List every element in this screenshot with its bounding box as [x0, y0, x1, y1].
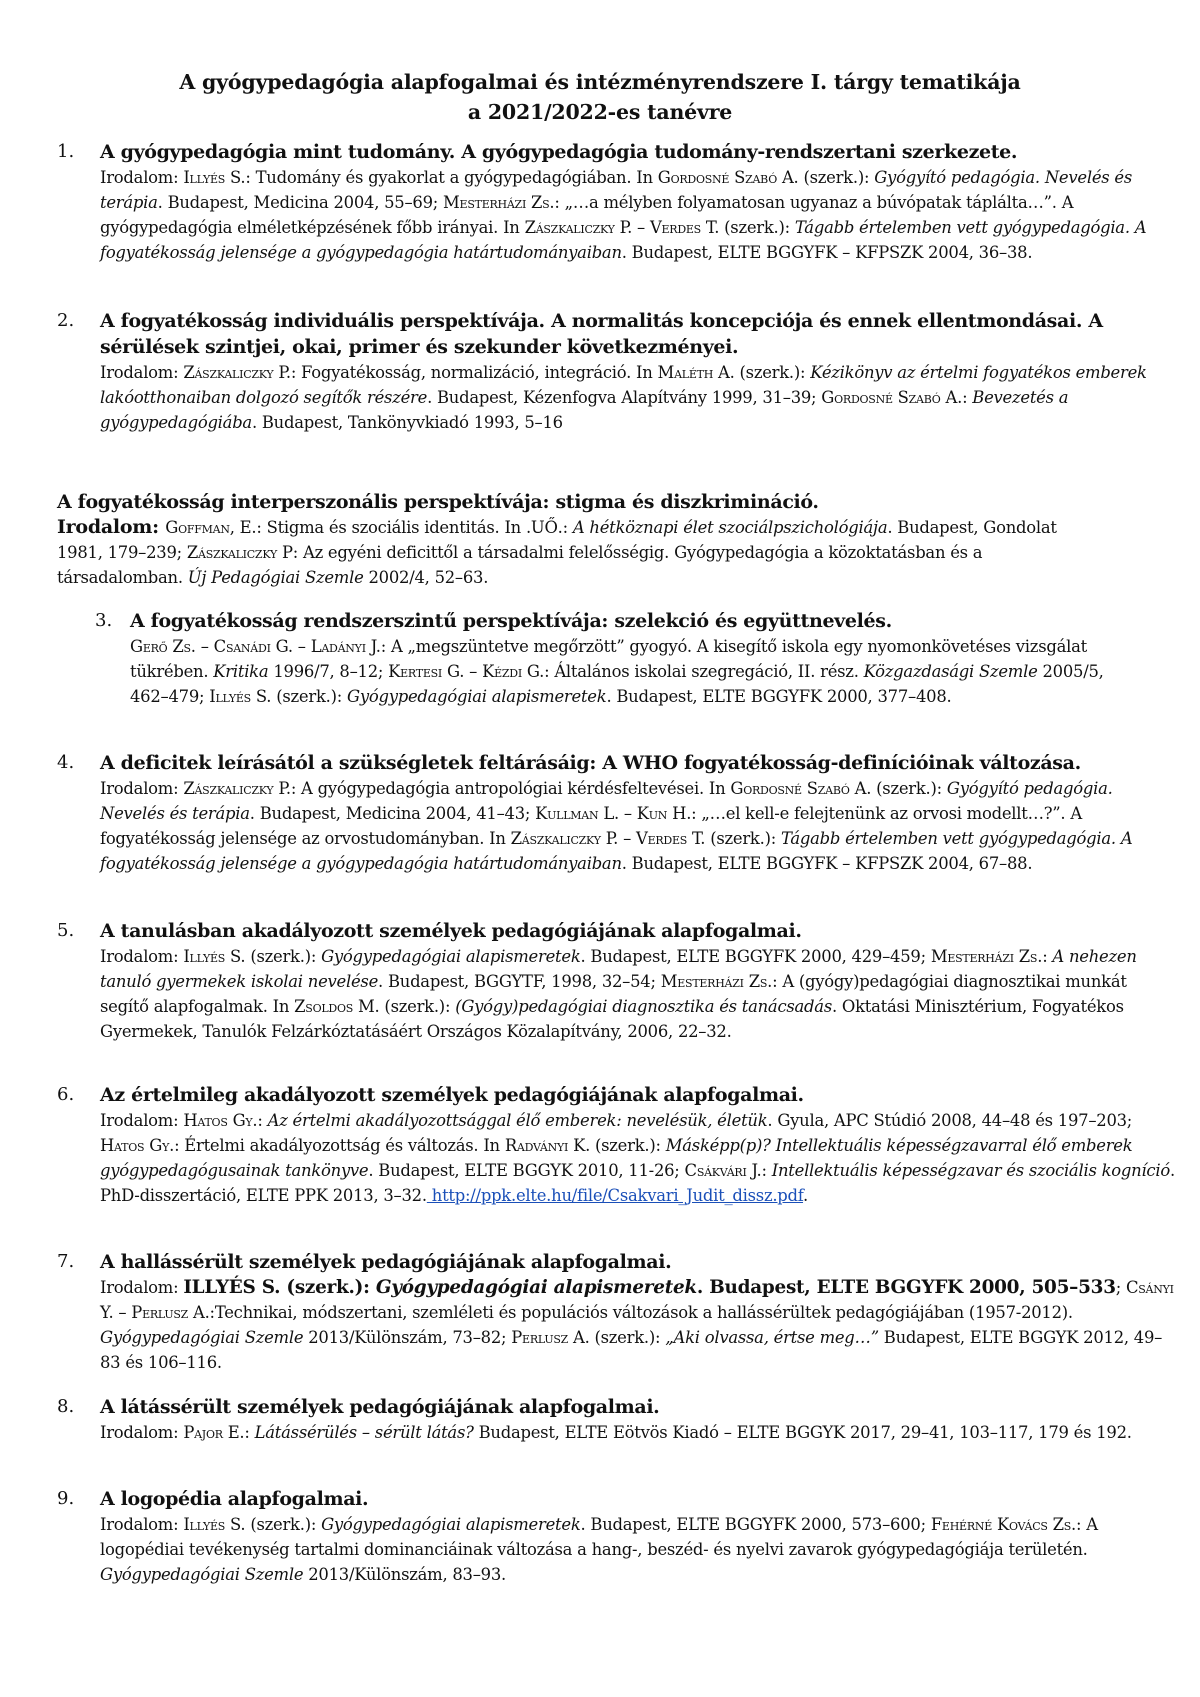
item-number: 3.: [95, 610, 113, 631]
ref-text: : A logopédiai tevékenység tartalmi dominanciáinak változása a hang-, beszéd- és nyelvi zavarok gyógypedagógiája területén.: [100, 1515, 1098, 1559]
item-number: 1.: [57, 141, 75, 162]
ref-author: Zászkaliczky P: [186, 543, 293, 562]
ref-text: . Budapest, ELTE BGGYFK – KFPSZK 2004, 36–38.: [621, 243, 1033, 262]
ref-title: Gyógyító pedagógia. Nevelés és terápia: [100, 168, 1133, 212]
topic-heading: A fogyatékosság rendszerszintű perspektívája: szelekció és együttnevelés.: [130, 610, 892, 632]
topic-heading: A fogyatékosság individuális perspektívája. A normalitás koncepciója és ennek ellentmondásai. A sérülések szintjei, okai, primer és szekunder következményei.: [100, 310, 1103, 358]
ref-title: Az értelmi akadályozottsággal élő emberek: nevelésük, életük: [267, 1111, 768, 1130]
document-title-line-2: a 2021/2022-es tanévre: [467, 100, 733, 124]
ref-title: Gyógypedagógiai alapismeretek: [347, 687, 607, 706]
ref-title: Másképp(p)? Intellektuális képességzavarral élő emberek gyógypedagógusainak tankönyve: [100, 1136, 1133, 1180]
ref-author: Gordosné Szabó A.: [657, 168, 799, 187]
ref-title: Gyógypedagógiai Szemle: [100, 1565, 304, 1584]
ref-author: Verdes T.: [636, 829, 706, 848]
ref-author: Gordosné Szabó A.: [730, 779, 872, 798]
ref-text: :: [761, 1161, 772, 1180]
ref-title: A hétköznapi élet szociálpszichológiája: [572, 518, 888, 537]
ref-text: . Oktatási Minisztérium, Fogyatékos Gyermekek, Tanulók Felzárkóztatásáért Országos Közalapítvány, 2006, 22–32.: [100, 997, 1124, 1041]
ref-author: Csanádi G.: [213, 637, 293, 656]
ref-text: : Általános iskolai szegregáció, II. rész.: [544, 662, 864, 681]
topic-heading: Az értelmileg akadályozott személyek pedagógiájának alapfogalmai.: [100, 1084, 804, 1106]
ref-text: : A (gyógy)pedagógiai diagnosztikai munkát segítő alapfogalmak. In: [100, 972, 1127, 1016]
item-number: 8.: [57, 1396, 75, 1417]
ref-text: :: [257, 1111, 268, 1130]
ref-text: 2002/4, 52–63.: [363, 568, 489, 587]
topic-item-1: [57, 139, 1180, 265]
ref-author: Perlusz A.: [131, 1303, 210, 1322]
ref-title: Gyógypedagógiai alapismeretek: [321, 1515, 581, 1534]
reference-list: [57, 515, 1067, 590]
topic-heading: A deficitek leírásától a szükségletek feltárásáig: A WHO fogyatékosság-definícióinak változása.: [100, 752, 1081, 774]
ref-text: Budapest, ELTE Eötvös Kiadó – ELTE BGGYK 2017, 29–41, 103–117, 179 és 192.: [473, 1423, 1132, 1442]
ref-title: Új Pedagógiai Szemle: [187, 568, 364, 587]
topic-heading: A látássérült személyek pedagógiájának alapfogalmai.: [100, 1396, 660, 1418]
ref-author: Mesterházi Zs.: [443, 193, 555, 212]
item-number: 9.: [57, 1488, 75, 1509]
ref-text: : Stigma és szociális identitás. In .UŐ.:: [256, 518, 573, 537]
ref-text: (szerk.):: [379, 997, 456, 1016]
ref-text: Irodalom:: [100, 1423, 184, 1442]
ref-text: 2005/5, 462–479;: [130, 662, 1104, 706]
ref-title: Közgazdasági Szemle: [863, 662, 1038, 681]
ref-title: Gyógypedagógiai alapismeretek: [321, 947, 581, 966]
topic-item-3: [95, 608, 1130, 709]
ref-author: Illyés S.: [183, 168, 246, 187]
item-number: 4.: [57, 752, 75, 773]
item-number: 6.: [57, 1084, 75, 1105]
ref-author: Fehérné Kovács Zs.: [930, 1515, 1076, 1534]
topic-item-5: [57, 918, 1180, 1044]
ref-text: 2013/Különszám, 83–93.: [303, 1565, 506, 1584]
ref-link[interactable]: http://ppk.elte.hu/file/Csakvari_Judit_dissz.pdf: [426, 1186, 804, 1205]
item-number: 2.: [57, 310, 75, 331]
reference-list: [130, 634, 1130, 709]
ref-author: Zászkaliczky P.: [183, 779, 291, 798]
ref-text: : „…el kell-e felejtenünk az orvosi modellt…?”. A fogyatékosság jelensége az orvostudományban. In: [100, 804, 1082, 848]
ref-text: –: [113, 1303, 132, 1322]
ref-author: Gerő Zs.: [130, 637, 196, 656]
ref-author: Illyés S.: [183, 947, 246, 966]
topic-item-6: [57, 1082, 1180, 1208]
ref-author: Ladányi J.: [310, 637, 381, 656]
ref-text: Irodalom:: [100, 1515, 184, 1534]
ref-text: (szerk.):: [871, 779, 947, 798]
reference-list: [100, 1420, 1180, 1445]
reference-list: [100, 1108, 1180, 1208]
ref-title: Bevezetés a gyógypedagógiába: [100, 388, 1069, 432]
ref-text: Irodalom:: [100, 779, 184, 798]
ref-title: Gyógyító pedagógia. Nevelés és terápia: [100, 779, 1113, 823]
ref-text: Irodalom:: [100, 363, 184, 382]
ref-text: 2013/Különszám, 73–82;: [303, 1328, 512, 1347]
ref-author: Zászkaliczky P.: [524, 218, 633, 237]
ref-text: 1996/7, 8–12;: [268, 662, 389, 681]
ref-bold-text: ILLYÉS S. (szerk.):: [183, 1277, 376, 1298]
ref-text: –: [632, 218, 650, 237]
ref-title: A nehezen tanuló gyermekek iskolai nevelése: [100, 947, 1137, 991]
topic-item-interpersonal: [57, 489, 1067, 590]
ref-author: Kullman L.: [535, 804, 619, 823]
ref-title: Gyógypedagógiai alapismeretek: [375, 1277, 697, 1298]
topic-item-2: [57, 308, 1180, 435]
ref-author: Hatos Gy.: [183, 1111, 258, 1130]
ref-text: (szerk.):: [734, 363, 811, 382]
reference-list: [100, 1275, 1180, 1375]
item-number: 7.: [57, 1251, 75, 1272]
ref-author: Pajor E.: [183, 1423, 245, 1442]
topic-item-4: [57, 750, 1180, 876]
ref-author: Goffman, E.: [165, 518, 257, 537]
ref-author: Zsoldos M.: [294, 997, 380, 1016]
ref-bold-text: . Budapest, ELTE BGGYFK 2000, 505–533: [696, 1277, 1116, 1298]
ref-text: :: [1042, 947, 1053, 966]
ref-title: „Aki olvassa, értse meg…”: [665, 1328, 879, 1347]
ref-author: Mesterházi Zs.: [660, 972, 773, 991]
ref-author: Maléth A.: [657, 363, 735, 382]
ref-text: Irodalom:: [100, 1278, 184, 1297]
ref-text: . Gyula, APC Stúdió 2008, 44–48 és 197–203;: [767, 1111, 1133, 1130]
topic-heading: A hallássérült személyek pedagógiájának alapfogalmai.: [100, 1251, 672, 1273]
ref-text: :Technikai, módszertani, szemléleti és populációs változások a hallássérültek pedagógiájában (1957-2012).: [209, 1303, 1073, 1322]
ref-text: : A „megszüntetve megőrzött” gyogyó. A kisegítő iskola egy nyomonkövetéses vizsgálat tükrében.: [130, 637, 1087, 681]
ref-title: Látássérülés – sérült látás?: [254, 1423, 474, 1442]
ref-title: Intellektuális képességzavar és szociális kogníció: [771, 1161, 1170, 1180]
ref-author: Gordosné Szabó A.: [821, 388, 963, 407]
topic-heading: A tanulásban akadályozott személyek pedagógiájának alapfogalmai.: [100, 920, 802, 942]
ref-text: . Budapest, ELTE BGGYFK 2000, 573–600;: [580, 1515, 931, 1534]
ref-bold-text: Irodalom:: [57, 516, 166, 538]
ref-title: (Gyógy)pedagógiai diagnosztika és tanácsadás: [455, 997, 832, 1016]
ref-text: : Az egyéni deficittől a társadalmi felelősségig. Gyógypedagógia a közoktatásban és a társadalomban.: [57, 543, 983, 587]
item-number: 5.: [57, 920, 75, 941]
ref-author: Kézdi G.: [482, 662, 545, 681]
ref-author: Radványi K.: [504, 1136, 591, 1155]
reference-list: [100, 165, 1180, 265]
ref-text: (szerk.):: [705, 829, 781, 848]
ref-text: –: [292, 637, 311, 656]
reference-list: [100, 360, 1180, 435]
reference-list: [100, 776, 1180, 876]
ref-text: : Tudomány és gyakorlat a gyógypedagógiában. In: [245, 168, 658, 187]
topic-item-9: [57, 1486, 1180, 1587]
ref-text: –: [618, 829, 636, 848]
ref-author: Mesterházi Zs.: [930, 947, 1043, 966]
reference-list: [100, 1512, 1180, 1587]
ref-text: :: [244, 1423, 255, 1442]
ref-text: (szerk.):: [245, 1515, 322, 1534]
topic-heading: A gyógypedagógia mint tudomány. A gyógypedagógia tudomány-rendszertani szerkezete.: [100, 141, 1018, 163]
ref-text: : Értelmi akadályozottság és változás. In: [174, 1136, 505, 1155]
ref-text: . Budapest, Gondolat 1981, 179–239;: [57, 518, 1057, 562]
ref-title: Kritika: [213, 662, 269, 681]
ref-author: Csányi Y.: [100, 1278, 1174, 1322]
ref-text: (szerk.):: [589, 1328, 666, 1347]
ref-text: . Budapest, Kézenfogva Alapítvány 1999, 31–39;: [427, 388, 822, 407]
document-title-line-1: A gyógypedagógia alapfogalmai és intézményrendszere I. tárgy tematikája: [179, 70, 1021, 94]
ref-text: Irodalom:: [100, 168, 184, 187]
ref-text: : A gyógypedagógia antropológiai kérdésfeltevései. In: [290, 779, 731, 798]
ref-author: Kun H.: [636, 804, 692, 823]
ref-text: Irodalom:: [100, 947, 184, 966]
ref-author: Csákvári J.: [684, 1161, 762, 1180]
ref-text: Budapest, ELTE BGGYK 2012, 49–83 és 106–116.: [100, 1328, 1163, 1372]
ref-author: Verdes T.: [649, 218, 720, 237]
topic-item-8: [57, 1394, 1180, 1445]
ref-text: ;: [1115, 1278, 1126, 1297]
ref-title: Kézikönyv az értelmi fogyatékos emberek lakóotthonaiban dolgozó segítők részére: [100, 363, 1147, 407]
topic-item-7: [57, 1249, 1180, 1375]
ref-title: Gyógypedagógiai Szemle: [100, 1328, 304, 1347]
topic-heading: A logopédia alapfogalmai.: [100, 1488, 369, 1510]
ref-title: Tágabb értelemben vett gyógypedagógia. A fogyatékosság jelensége a gyógypedagógia határtudományaiban: [100, 218, 1147, 262]
ref-text: (szerk.):: [245, 947, 322, 966]
topic-heading: A fogyatékosság interperszonális perspektívája: stigma és diszkrimináció.: [57, 491, 819, 513]
ref-text: . PhD-disszertáció, ELTE PPK 2013, 3–32.: [100, 1161, 1175, 1205]
ref-text: (szerk.):: [798, 168, 875, 187]
ref-author: Hatos Gy.: [100, 1136, 175, 1155]
ref-author: Illyés S.: [209, 687, 272, 706]
ref-author: Kertesi G.: [388, 662, 465, 681]
ref-text: –: [464, 662, 483, 681]
ref-author: Zászkaliczky P.: [183, 363, 291, 382]
ref-text: . Budapest, ELTE BGGYK 2010, 11-26;: [368, 1161, 685, 1180]
ref-title: Tágabb értelemben vett gyógypedagógia. A fogyatékosság jelensége a gyógypedagógia határtudományaiban: [100, 829, 1133, 873]
reference-list: [100, 944, 1180, 1044]
ref-text: . Budapest, ELTE BGGYFK – KFPSZK 2004, 67–88.: [621, 854, 1033, 873]
ref-text: . Budapest, Medicina 2004, 55–69;: [157, 193, 444, 212]
ref-text: (szerk.):: [719, 218, 795, 237]
ref-text: . Budapest, Medicina 2004, 41–43;: [249, 804, 536, 823]
ref-text: –: [618, 804, 637, 823]
ref-text: . Budapest, ELTE BGGYFK 2000, 429–459;: [580, 947, 931, 966]
ref-text: Irodalom:: [100, 1111, 184, 1130]
ref-text: . Budapest, ELTE BGGYFK 2000, 377–408.: [606, 687, 952, 706]
ref-text: (szerk.):: [590, 1136, 666, 1155]
ref-author: Illyés S.: [183, 1515, 246, 1534]
ref-text: .: [803, 1186, 808, 1205]
ref-text: : „…a mélyben folyamatosan ugyanaz a búvópatak táplálta…”. A gyógypedagógia elméletképzésének főbb irányai. In: [100, 193, 1074, 237]
ref-text: . Budapest, BGGYTF, 1998, 32–54;: [378, 972, 661, 991]
ref-text: –: [195, 637, 214, 656]
ref-text: . Budapest, Tankönyvkiadó 1993, 5–16: [251, 413, 563, 432]
ref-text: :: [962, 388, 973, 407]
ref-text: : Fogyatékosság, normalizáció, integráció. In: [290, 363, 658, 382]
ref-author: Perlusz A.: [511, 1328, 590, 1347]
ref-text: (szerk.):: [271, 687, 347, 706]
ref-author: Zászkaliczky P.: [510, 829, 619, 848]
